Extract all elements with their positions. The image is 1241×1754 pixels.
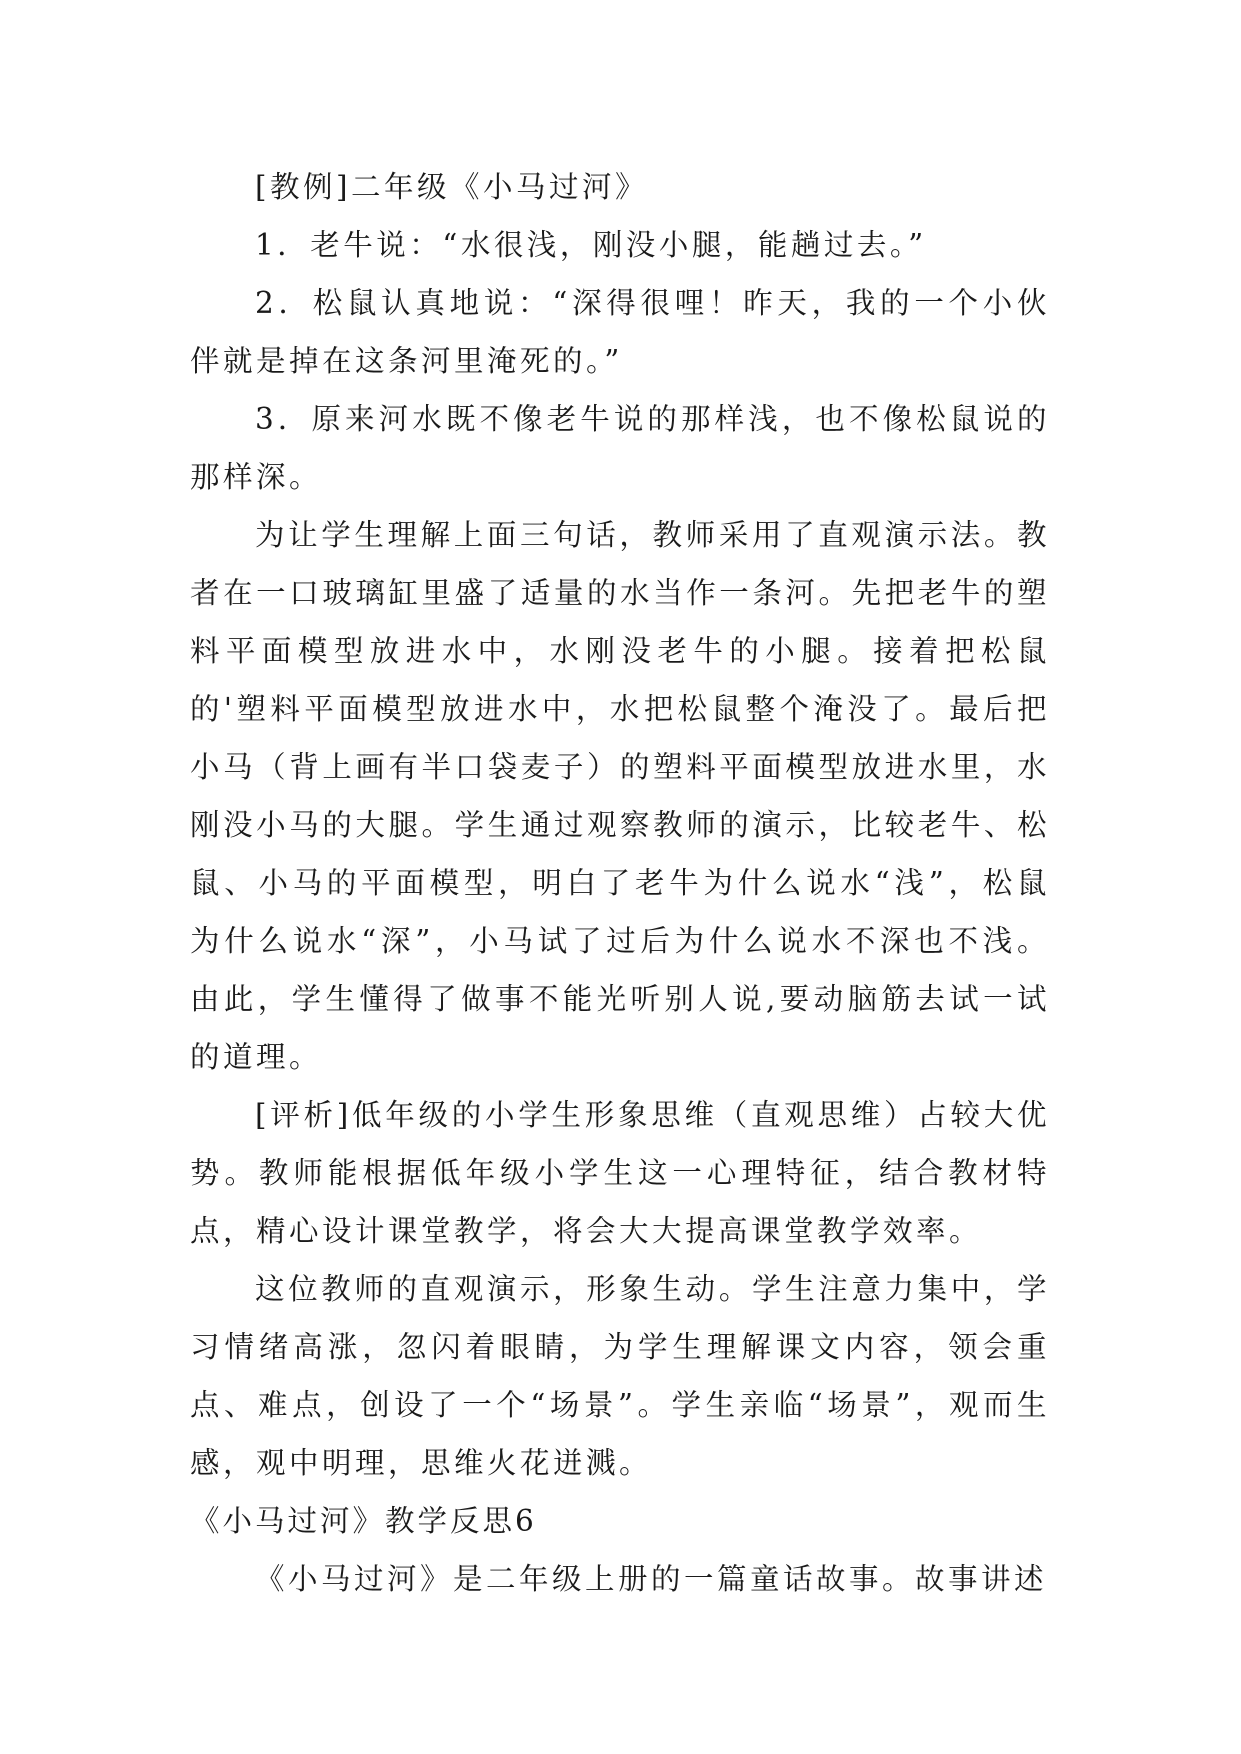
section-heading: 《小马过河》教学反思6 bbox=[190, 1504, 537, 1538]
paragraph-quote-squirrel: 2．松鼠认真地说：“深得很哩！昨天，我的一个小伙伴就是掉在这条河里淹死的。” bbox=[190, 286, 1050, 378]
paragraph-analysis: [评析]低年级的小学生形象思维（直观思维）占较大优势。教师能根据低年级小学生这一心理特征，结合教材特点，精心设计课堂教学，将会大大提高课堂教学效率。 bbox=[190, 1098, 1050, 1248]
paragraph-intro: 《小马过河》是二年级上册的一篇童话故事。故事讲述 bbox=[255, 1562, 1048, 1596]
paragraph-quote-ox: 1．老牛说：“水很浅，刚没小腿，能趟过去。” bbox=[255, 228, 927, 262]
paragraph-demonstration: 为让学生理解上面三句话，教师采用了直观演示法。教者在一口玻璃缸里盛了适量的水当作一条河。先把老牛的塑料平面模型放进水中，水刚没老牛的小腿。接着把松鼠的'塑料平面模型放进水中，水把松鼠整个淹没了。最后把小马（背上画有半口袋麦子）的塑料平面模型放进水里，水刚没小马的大腿。学生通过观察教师的演示，比较老牛、松鼠、小马的平面模型，明白了老牛为什么说水“浅”，松鼠为什么说水“深”，小马试了过后为什么说水不深也不浅。由此，学生懂得了做事不能光听别人说,要动脑筋去试一试的道理。 bbox=[190, 518, 1050, 1074]
paragraph-case-title: [教例]二年级《小马过河》 bbox=[255, 170, 649, 204]
paragraph-evaluation: 这位教师的直观演示，形象生动。学生注意力集中，学习情绪高涨，忽闪着眼睛，为学生理解课文内容，领会重点、难点，创设了一个“场景”。学生亲临“场景”，观而生感，观中明理，思维火花迸溅。 bbox=[190, 1272, 1050, 1480]
paragraph-quote-river: 3．原来河水既不像老牛说的那样浅，也不像松鼠说的那样深。 bbox=[190, 402, 1050, 494]
document-page bbox=[190, 158, 1050, 1608]
